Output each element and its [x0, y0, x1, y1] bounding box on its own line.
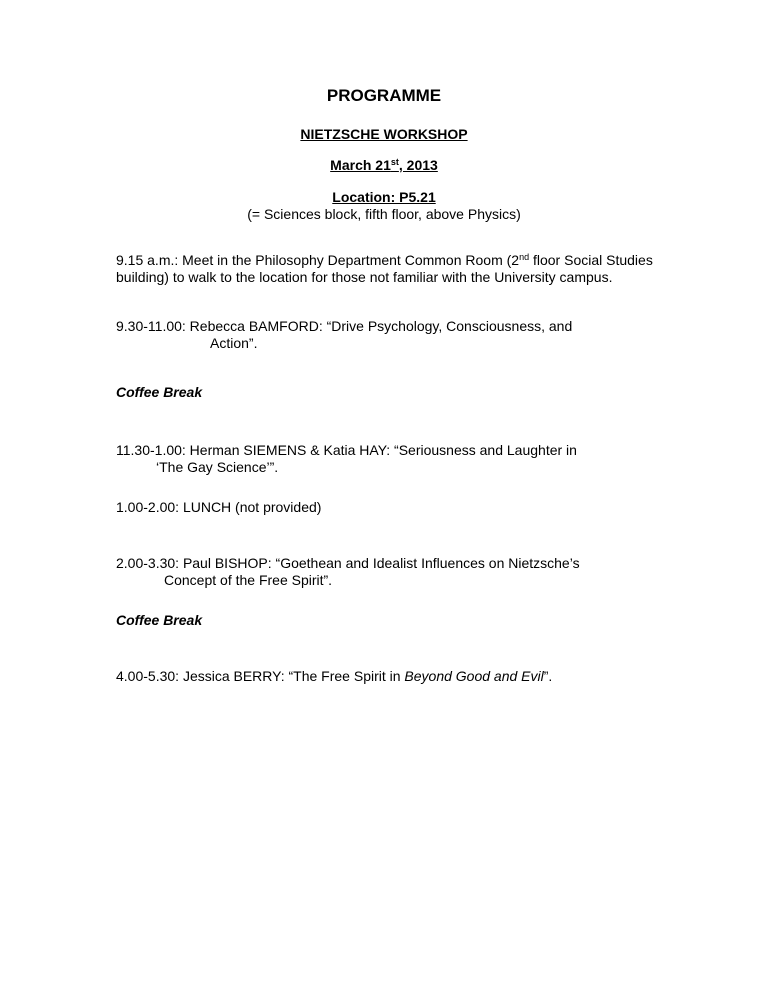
session-line-1: 2.00-3.30: Paul BISHOP: “Goethean and Idealist Influences on Nietzsche’s	[116, 555, 580, 571]
session-siemens-hay	[116, 442, 676, 476]
session-text-end: ”.	[543, 668, 553, 684]
intro-text-start: 9.15 a.m.: Meet in the Philosophy Department Common Room (2	[116, 252, 520, 268]
coffee-break-2: Coffee Break	[116, 612, 203, 628]
date-main: March 21	[330, 157, 391, 173]
location-detail: (= Sciences block, fifth floor, above Physics)	[247, 206, 521, 222]
intro-paragraph	[116, 252, 656, 286]
session-line-1: 1.00-2.00: LUNCH (not provided)	[116, 499, 322, 515]
session-line-1: 9.30-11.00: Rebecca BAMFORD: “Drive Psychology, Consciousness, and	[116, 318, 573, 334]
intro-ordinal: nd	[519, 252, 530, 262]
session-line-2: ‘The Gay Science’”.	[156, 459, 279, 475]
event-date	[0, 157, 768, 173]
coffee-break-1: Coffee Break	[116, 384, 203, 400]
session-lunch	[116, 499, 676, 516]
workshop-title: NIETZSCHE WORKSHOP	[300, 126, 468, 142]
session-bishop	[116, 555, 676, 589]
intro-text-end: floor Social Studies building) to walk to the location for those not familiar with the University campus.	[116, 252, 653, 285]
page-title: PROGRAMME	[326, 86, 442, 105]
session-line-2: Action”.	[210, 335, 258, 351]
session-line-2: Concept of the Free Spirit”.	[164, 572, 333, 588]
session-berry	[116, 668, 676, 685]
book-title: Beyond Good and Evil	[404, 668, 544, 684]
session-bamford	[116, 318, 676, 352]
date-ordinal: st	[390, 157, 399, 167]
session-text-start: 4.00-5.30: Jessica BERRY: “The Free Spirit in	[116, 668, 405, 684]
date-year: , 2013	[398, 157, 438, 173]
location-heading: Location: P5.21	[332, 189, 436, 205]
session-line-1: 11.30-1.00: Herman SIEMENS & Katia HAY: “Seriousness and Laughter in	[116, 442, 577, 458]
